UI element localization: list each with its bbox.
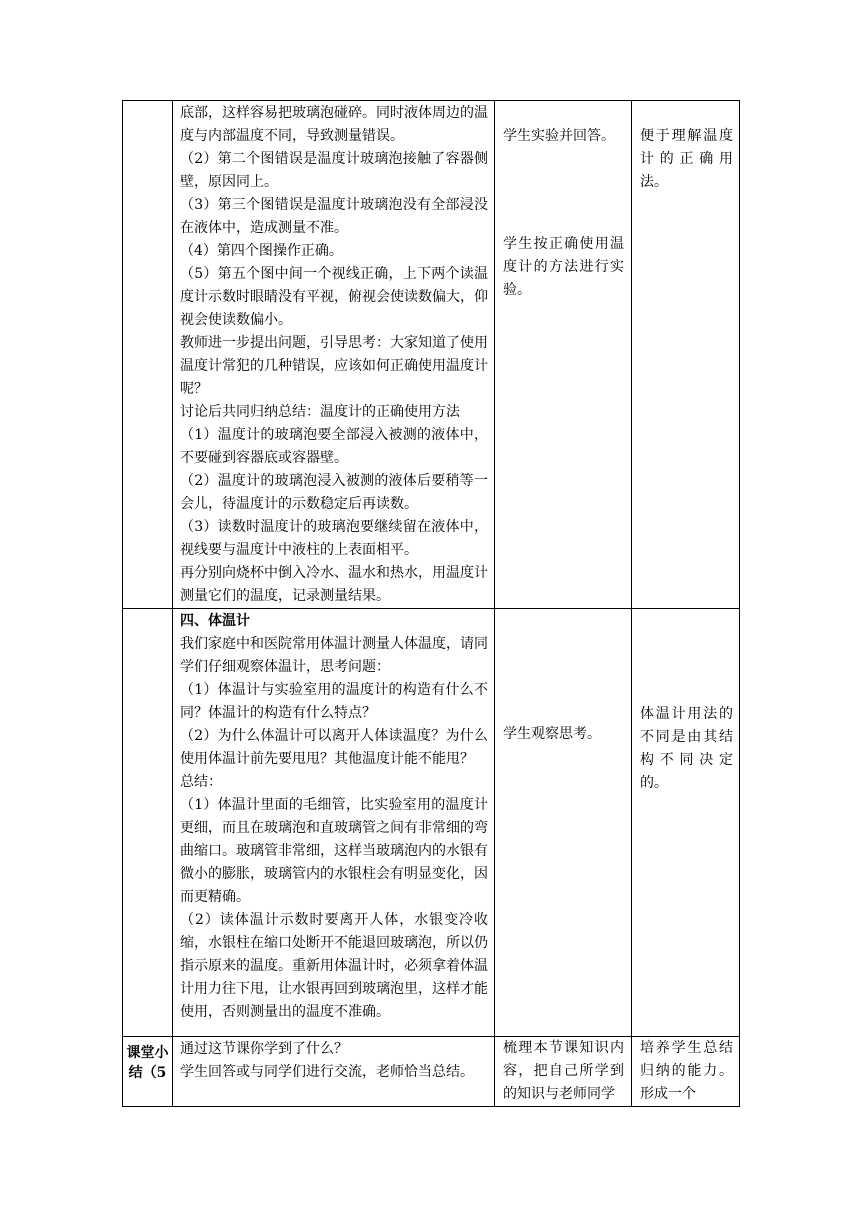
design-intent-cell [632,609,740,1037]
paragraph: 教师进一步提出问题，引导思考：大家知道了使用温度计常犯的几种错误，应该如何正确使用温度计呢？ [180,335,488,397]
design-intent-text: 培养学生总结归纳的能力。形成一个 [640,1040,733,1102]
table-row [123,101,740,609]
activity-cell [173,1037,495,1107]
paragraph: （2）读体温计示数时要离开人体，水银变冷收缩，水银柱在缩口处断开不能退回玻璃泡，所以仍指示原来的温度。重新用体温计时，必须拿着体温计用力往下甩，让水银再回到玻璃泡里，这样才能使用，否则测量出的温度不准确。 [180,912,488,1020]
student-activity-cell [495,1037,632,1107]
paragraph: （1）体温计与实验室用的温度计的构造有什么不同？体温计的构造有什么特点？ [180,682,488,721]
table-row [123,1037,740,1107]
paragraph: （3）第三个图错误是温度计玻璃泡没有全部浸没在液体中，造成测量不准。 [180,197,488,236]
paragraph: （4）第四个图操作正确。 [180,243,343,259]
paragraph: 讨论后共同归纳总结：温度计的正确使用方法 [180,404,460,420]
student-activity-cell [495,609,632,1037]
student-activity-cell [495,101,632,609]
section-heading: 四、体温计 [180,613,250,629]
student-activity-text: 学生实验并回答。 [503,128,615,144]
paragraph: 我们家庭中和医院常用体温计测量人体温度，请同学们仔细观察体温计，思考问题： [180,636,488,675]
design-intent-text: 便于理解温度计的正确用法。 [640,128,733,190]
table-row [123,609,740,1037]
paragraph: （5）第五个图中间一个视线正确，上下两个读温度计示数时眼睛没有平视，俯视会使读数偏大，仰视会使读数偏小。 [180,266,488,328]
paragraph: （2）为什么体温计可以离开人体读温度？为什么使用体温计前先要甩甩？其他温度计能不能甩？ [180,728,488,767]
design-intent-cell [632,1037,740,1107]
stage-cell [123,101,173,609]
activity-cell [173,101,495,609]
paragraph: 学生回答或与同学们进行交流，老师恰当总结。 [180,1064,474,1080]
paragraph: （1）温度计的玻璃泡要全部浸入被测的液体中，不要碰到容器底或容器壁。 [180,427,488,466]
activity-cell [173,609,495,1037]
design-intent-cell [632,101,740,609]
lesson-plan-table [122,100,740,1107]
paragraph: 底部，这样容易把玻璃泡碰碎。同时液体周边的温度与内部温度不同，导致测量错误。 [180,105,488,144]
paragraph: 再分别向烧杯中倒入冷水、温水和热水，用温度计测量它们的温度，记录测量结果。 [180,565,488,604]
design-intent-text: 体温计用法的不同是由其结构不同决定的。 [640,706,733,791]
paragraph: 通过这节课你学到了什么？ [180,1041,348,1057]
student-activity-text: 学生按正确使用温度计的方法进行实验。 [503,236,624,298]
stage-cell [123,609,173,1037]
paragraph: 总结： [180,774,222,790]
student-activity-text: 学生观察思考。 [503,726,601,742]
student-activity-text: 梳理本节课知识内容，把自己所学到的知识与老师同学 [503,1040,624,1102]
stage-cell [123,1037,173,1107]
paragraph: （2）第二个图错误是温度计玻璃泡接触了容器侧壁，原因同上。 [180,151,488,190]
stage-label: 课堂小结（5 [126,1045,169,1081]
paragraph: （2）温度计的玻璃泡浸入被测的液体后要稍等一会儿，待温度计的示数稳定后再读数。 [180,473,488,512]
paragraph: （3）读数时温度计的玻璃泡要继续留在液体中，视线要与温度计中液柱的上表面相平。 [180,519,488,558]
paragraph: （1）体温计里面的毛细管，比实验室用的温度计更细，而且在玻璃泡和直玻璃管之间有非常细的弯曲缩口。玻璃管非常细，这样当玻璃泡内的水银有微小的膨胀，玻璃管内的水银柱会有明显变化，因而更精确。 [180,797,488,905]
